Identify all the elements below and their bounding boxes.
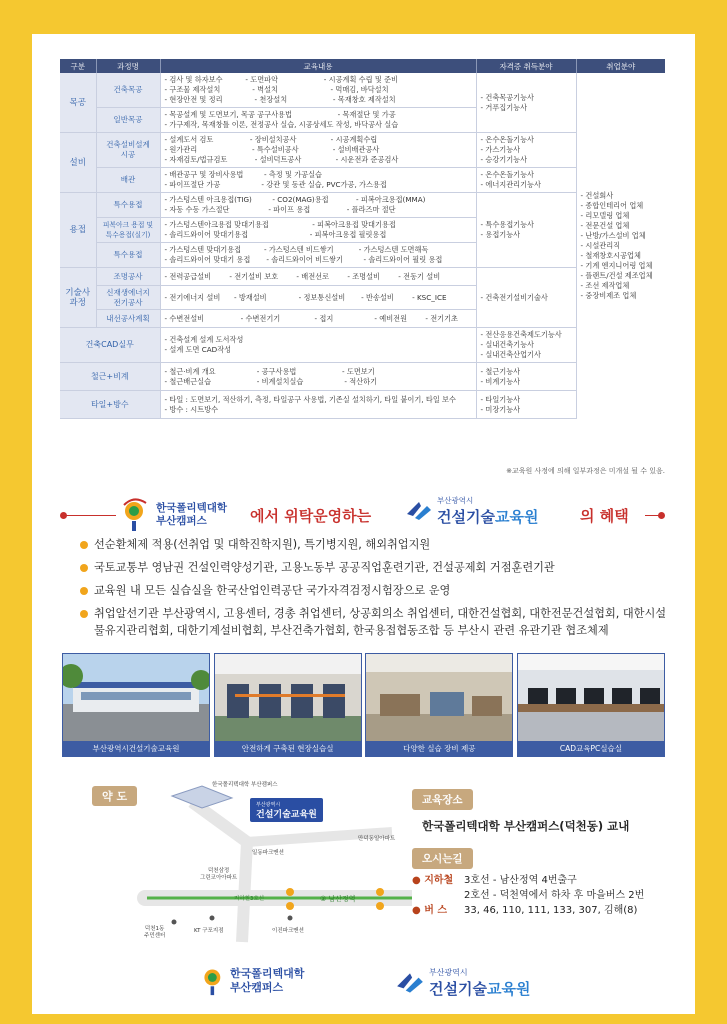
course-cell: 건축CAD실무: [60, 328, 160, 363]
table-row: [60, 328, 665, 363]
busan-emblem-icon: [405, 498, 433, 524]
benefit-text: 선순환체제 적용(선취업 및 대학진학지원), 특기병지원, 해외취업지원: [94, 538, 431, 551]
qualification-line: - 실내건축산업기사: [480, 350, 541, 359]
course-cell: 특수용접: [96, 193, 160, 218]
table-row: [60, 73, 665, 108]
heading-suffix: 의 혜택: [580, 507, 629, 525]
category-cell: 설비: [60, 133, 96, 193]
footer-busan-city: 부산광역시: [429, 968, 468, 977]
col-course: 과정명: [96, 59, 160, 73]
benefit-text: 취업알선기관 부산광역시, 고용센터, 경총 취업센터, 상공회의소 취업센터, 대한건설협회, 대한전문건설협회, 대한시설물유지관리협회, 대한기계설비협회, 부산건축가협회, 한국용접협동조합 등 부산시 관련 유관기관 협조체제: [94, 607, 667, 637]
route-list: [412, 873, 652, 918]
qualification-line: - 특수용접기능사: [480, 220, 534, 229]
qualification-line: - 온수온돌기능사: [480, 135, 534, 144]
map-institute-marker: [250, 798, 323, 822]
polytech-emblem-icon: [200, 963, 230, 999]
benefit-text: 국토교통부 영남권 건설인력양성기관, 고용노동부 공공직업훈련기관, 건설공제회 거점훈련기관: [94, 561, 555, 574]
qualification-line: - 에너지관리기능사: [480, 180, 541, 189]
heading-dot: [658, 512, 665, 519]
content-cell: [160, 193, 476, 218]
job-item: - 종합인테리어 업체: [580, 200, 644, 210]
map-label: 덕천삼정 그린코아아파트: [200, 868, 238, 881]
qualification-cell: [476, 168, 576, 193]
list-item: [80, 537, 670, 554]
subway-line2: 2호선 - 덕천역에서 하차 후 마을버스 2번: [464, 890, 645, 901]
bullet-icon: [80, 564, 88, 572]
photo-equipment: [365, 653, 513, 757]
heading-rule: [645, 515, 659, 516]
content-line: - 건축설계 설계 도서작성: [164, 335, 244, 344]
qualification-cell: [476, 268, 576, 328]
heading-rule: [66, 515, 116, 516]
footer-institute-a: 건설기술: [429, 980, 487, 998]
list-item: [80, 606, 670, 639]
job-item: - 전문건설 업체: [580, 220, 630, 230]
content-cell: [160, 243, 476, 268]
footer-busan-logo: [395, 967, 530, 999]
content-line: - 구조물 제작설치 - 벽설치 - 먹매김, 바닥설치: [164, 85, 389, 94]
qualification-line: - 온수온돌기능사: [480, 170, 534, 179]
content-line: - 파이프절단 가공 - 강관 및 동관 실습, PVC가공, 가스용접: [164, 180, 387, 189]
photo-caption: 부산광역시건설기술교육원: [63, 741, 209, 756]
busan-city-label: 부산광역시: [437, 496, 474, 505]
map-label: 만덕동일아파트: [358, 836, 396, 842]
content-line: - 배관공구 및 장비사용법 - 측정 및 가공실습: [164, 170, 322, 179]
qualification-line: - 실내건축기능사: [480, 340, 534, 349]
content-cell: [160, 268, 476, 286]
content-line: - 솔리드와이어 맞대기용접 - 피복아크용접 필릿용접: [164, 230, 387, 239]
content-line: - 가스텅스텐아크용접 맞대기용접 - 피복아크용접 맞대기용접: [164, 220, 396, 229]
bullet-icon: [80, 541, 88, 549]
qualification-line: - 타일기능사: [480, 394, 521, 404]
map-label: KT 구포지점: [194, 928, 224, 934]
qualification-line: - 미장기능사: [480, 404, 521, 414]
equipment-image: [366, 654, 512, 742]
content-line: - 원가관리 - 특수설비공사 - 설비배관공사: [164, 145, 380, 154]
qualification-line: - 전산응용건축제도기능사: [480, 330, 562, 339]
photo-caption: CAD교육PC실습실: [518, 741, 664, 756]
workshop-image: [215, 654, 361, 742]
photo-cad-lab: [517, 653, 665, 757]
photo-caption: 다양한 실습 장비 제공: [366, 741, 512, 756]
qualification-line: - 철근기능사: [480, 366, 521, 376]
photo-caption: 안전하게 구축된 현장실습실: [215, 741, 361, 756]
qualification-line: - 비계기능사: [480, 376, 521, 386]
category-cell: 기술사 과정: [60, 268, 96, 328]
course-cell: 배관: [96, 168, 160, 193]
busan-emblem-icon: [395, 969, 425, 997]
polytech-campus: 부산캠퍼스: [156, 515, 207, 527]
category-cell: 용접: [60, 193, 96, 268]
content-line: - 현장안전 및 정리 - 천장설치 - 목재창호 제작설치: [164, 95, 396, 104]
map-label: 덕천1동 주민센터: [144, 926, 166, 939]
jobs-cell: [576, 73, 665, 419]
content-cell: [160, 328, 476, 363]
map-label: 지하철3호선: [234, 896, 265, 902]
place-text: 한국폴리텍대학 부산캠퍼스(덕천동) 교내: [422, 819, 630, 833]
category-cell: 목공: [60, 73, 96, 133]
content-line: - 방수 : 시트방수: [164, 404, 219, 414]
bullet-icon: [80, 587, 88, 595]
qualification-cell: [476, 133, 576, 168]
map-marker-small: 부산광역시: [256, 802, 281, 808]
qualification-line: - 용접기능사: [480, 230, 521, 239]
table-row: [60, 268, 665, 286]
bus-label: ● 버 스: [412, 905, 448, 916]
course-cell: 타일+방수: [60, 391, 160, 419]
photo-building: [62, 653, 210, 757]
col-content: 교육내용: [160, 59, 476, 73]
qualification-cell: [476, 391, 576, 419]
content-cell: [160, 133, 476, 168]
content-cell: [160, 168, 476, 193]
polytech-name: 한국폴리텍대학: [156, 502, 228, 514]
content-line: - 가구제작, 목재창틀 이론, 전정공사 실습, 시공상세도 작성, 바닥공사 실습: [164, 120, 399, 129]
col-category: 구분: [60, 59, 96, 73]
location-map: [62, 772, 412, 952]
flyer-page: [32, 34, 695, 1014]
table-row: [60, 193, 665, 218]
qualification-line: - 가스기능사: [480, 145, 521, 154]
course-cell: 건축목공: [96, 73, 160, 108]
content-line: - 전력공급설비 - 전기설비 보호 - 배전선로 - 조명설비 - 전동기 설비: [164, 271, 441, 281]
content-line: - 자동 수동 가스절단 - 파이프 용접 - 플라즈마 절단: [164, 205, 396, 214]
col-jobs: 취업분야: [576, 59, 665, 73]
content-cell: [160, 363, 476, 391]
content-cell: [160, 73, 476, 108]
content-cell: [160, 391, 476, 419]
job-item: - 건설회사: [580, 190, 614, 200]
job-item: - 난방/가스설비 업체: [580, 230, 646, 240]
footer-polytech-campus: 부산캠퍼스: [230, 981, 284, 994]
visit-info: [412, 788, 652, 918]
qualification-cell: [476, 363, 576, 391]
map-label: 일동파크맨션: [252, 850, 284, 856]
course-cell: 조명공사: [96, 268, 160, 286]
qualification-line: - 건축목공기능사: [480, 92, 534, 102]
route-title: 오시는길: [412, 848, 473, 869]
job-item: - 조선 제작업체: [580, 280, 630, 290]
content-cell: [160, 310, 476, 328]
map-roads: [62, 772, 412, 952]
job-item: - 리모델링 업체: [580, 210, 630, 220]
bus-lines: 33, 46, 110, 111, 133, 307, 김해(8): [464, 905, 638, 916]
qualification-line: - 승강기기능사: [480, 155, 528, 164]
photo-strip: [62, 653, 665, 757]
content-line: - 전기에너지 설비 - 방재설비 - 정보통신설비 - 반송설비 - KSC_ICE: [164, 292, 447, 302]
content-line: - 검사 및 하자보수 - 도면파악 - 시공계획 수립 및 준비: [164, 75, 398, 84]
course-cell: 피복아크 용접 및 특수용접(실기): [96, 218, 160, 243]
col-qualification: 자격증 취득분야: [476, 59, 576, 73]
polytech-logo: [120, 495, 227, 535]
qualification-cell: [476, 73, 576, 133]
content-line: - 철근배근실습 - 비계설치실습 - 적산하기: [164, 376, 378, 386]
content-cell: [160, 108, 476, 133]
cad-lab-image: [518, 654, 664, 742]
table-row: [60, 391, 665, 419]
content-cell: [160, 286, 476, 310]
job-item: - 기계 엔지니어링 업체: [580, 260, 653, 270]
photo-workshop: [214, 653, 362, 757]
place-title: 교육장소: [412, 789, 473, 810]
table-row: [60, 363, 665, 391]
polytech-emblem-icon: [120, 495, 154, 535]
map-station-label: ③ 남산정역: [320, 895, 356, 903]
course-cell: 내선공사계획: [96, 310, 160, 328]
list-item: [80, 560, 670, 577]
busan-institute-logo: [405, 495, 538, 527]
content-cell: [160, 218, 476, 243]
subway-line1: 3호선 - 남산정역 4번출구: [464, 875, 577, 886]
content-line: - 목공설계 및 도면보기, 목공 공구사용법 - 목재절단 및 가공: [164, 110, 396, 119]
footer-polytech-logo: [200, 963, 304, 999]
content-line: - 가스텅스텐 아크용접(TIG) - CO2(MAG)용접 - 피복아크용접(MMA): [164, 195, 426, 204]
course-cell: 특수용접: [96, 243, 160, 268]
job-item: - 철재창호시공업체: [580, 250, 641, 260]
course-table: [60, 59, 665, 419]
footer-polytech-name: 한국폴리텍대학: [230, 967, 305, 980]
benefit-heading: [60, 493, 665, 539]
course-cell: 일반목공: [96, 108, 160, 133]
content-line: - 수변전설비 - 수변전기기 - 접지 - 예비전원 - 전기기초: [164, 313, 458, 323]
content-line: - 철근·비계 개요 - 공구사용법 - 도면보기: [164, 366, 375, 376]
course-cell: 건축설비설계 시공: [96, 133, 160, 168]
content-line: - 타일 : 도면보기, 적산하기, 측정, 타일공구 사용법, 기존실 설치하기, 타일 붙이기, 타일 보수: [164, 394, 456, 404]
content-line: - 설계 도면 CAD작성: [164, 345, 232, 354]
job-item: - 중장비제조 업체: [580, 290, 637, 300]
heading-middle-text: 에서 위탁운영하는: [250, 507, 372, 525]
qualification-cell: [476, 193, 576, 268]
institute-name-a: 건설기술: [437, 508, 495, 526]
building-image: [63, 654, 209, 742]
map-label: 이진파크맨션: [272, 928, 304, 934]
subway-label: ● 지하철: [412, 875, 454, 886]
benefit-text: 교육원 내 모든 실습실을 한국산업인력공단 국가자격검정시험장으로 운영: [94, 584, 451, 597]
content-line: - 설계도서 검토 - 장비설치공사 - 시공계획수립: [164, 135, 378, 144]
table-row: [60, 133, 665, 168]
footer-logos: [0, 955, 727, 1015]
course-cell: 철근+비계: [60, 363, 160, 391]
map-label: 한국폴리텍대학 부산캠퍼스: [212, 782, 278, 788]
job-item: - 시설관리직: [580, 240, 621, 250]
map-marker-big: 건설기술교육원: [256, 810, 317, 820]
qualification-line: - 건축전기설비기술사: [480, 292, 548, 302]
content-line: - 가스텅스텐 맞대기용접 - 가스텅스텐 비드쌓기 - 가스텅스텐 도면해독: [164, 245, 429, 254]
qualification-cell: [476, 328, 576, 363]
list-item: [80, 583, 670, 600]
course-cell: 신재생에너지 전기공사: [96, 286, 160, 310]
content-line: - 솔리드와이어 맞대기 용접 - 솔리드와이어 비드쌓기 - 솔리드와이어 필릿 용접: [164, 255, 443, 264]
table-row: [60, 168, 665, 193]
institute-name-b: 교육원: [494, 508, 539, 526]
map-tag: 약 도: [92, 786, 137, 806]
footer-institute-b: 교육원: [486, 980, 531, 998]
content-line: - 자재검토/법규검토 - 설비덕트공사 - 시운전과 준공검사: [164, 155, 399, 164]
table-footnote: ※교육원 사정에 의해 일부과정은 미개설 될 수 있음.: [506, 467, 665, 475]
benefit-list: [80, 537, 670, 646]
bullet-icon: [80, 610, 88, 618]
job-item: - 플랜트/건설 제조업체: [580, 270, 653, 280]
qualification-line: - 거푸집기능사: [480, 102, 528, 112]
